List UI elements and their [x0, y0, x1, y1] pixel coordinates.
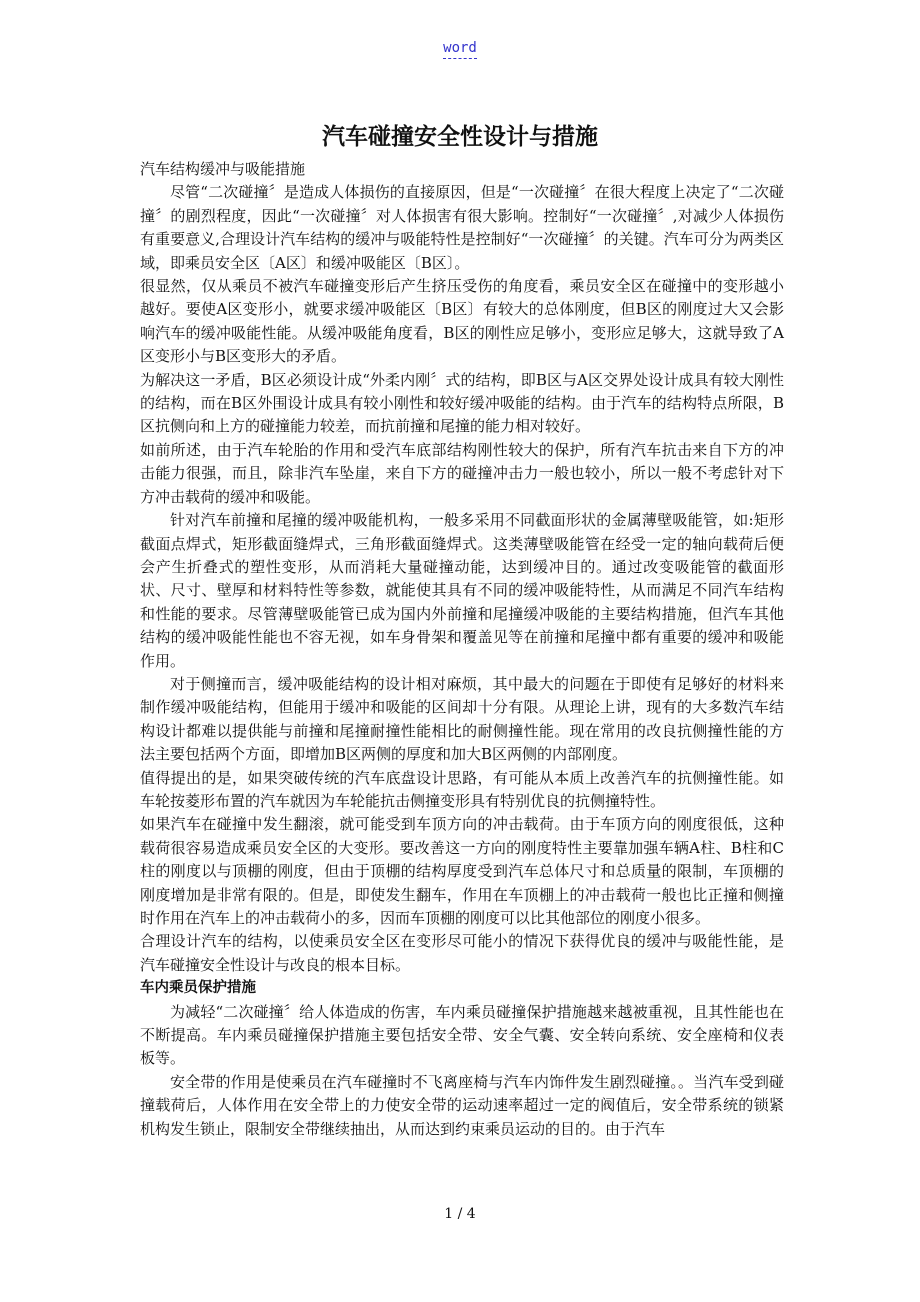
- page-number: 1 / 4: [444, 1206, 476, 1222]
- section-subtitle: 汽车结构缓冲与吸能措施: [140, 160, 306, 178]
- header-word-text[interactable]: word: [443, 40, 477, 59]
- body-paragraph: 对于侧撞而言，缓冲吸能结构的设计相对麻烦，其中最大的问题在于即使有足够好的材料来制作缓冲吸能结构，但能用于缓冲和吸能的区间却十分有限。从理论上讲，现有的大多数汽车结构设计都难以提供能与前撞和尾撞耐撞性能相比的耐侧撞性能。现在常用的改良抗侧撞性能的方法主要包括两个方面，即增加B区两侧的厚度和加大B区两侧的内部刚度。: [140, 674, 784, 764]
- body-paragraph: 如前所述，由于汽车轮胎的作用和受汽车底部结构刚性较大的保护，所有汽车抗击来自下方的冲击能力很强，而且，除非汽车坠崖，来自下方的碰撞冲击力一般也较小，所以一般不考虑针对下方冲击载荷的缓冲和吸能。: [140, 440, 784, 506]
- document-body: [140, 158, 784, 1141]
- header-word-link[interactable]: [0, 40, 920, 56]
- document-title: 汽车碰撞安全性设计与措施: [322, 124, 598, 150]
- body-paragraph: 尽管“二次碰撞〞是造成人体损伤的直接原因，但是“一次碰撞〞在很大程度上决定了“二次碰撞〞的剧烈程度，因此“一次碰撞〞对人体损害有很大影响。控制好“一次碰撞〞,对减少人体损伤有重要意义,合理设计汽车结构的缓冲与吸能特性是控制好“一次碰撞〞的关键。汽车可分为两类区域，即乘员安全区〔A区〕和缓冲吸能区〔B区〕。: [140, 183, 784, 272]
- body-paragraph: 很显然，仅从乘员不被汽车碰撞变形后产生挤压受伤的角度看，乘员安全区在碰撞中的变形越小越好。要使A区变形小，就要求缓冲吸能区〔B区〕有较大的总体刚度，但B区的刚度过大又会影响汽车的缓冲吸能性能。从缓冲吸能角度看，B区的刚性应足够小，变形应足够大，这就导致了A区变形小与B区变形大的矛盾。: [140, 277, 784, 366]
- body-paragraph: 值得提出的是，如果突破传统的汽车底盘设计思路，有可能从本质上改善汽车的抗侧撞性能。如车轮按菱形布置的汽车就因为车轮能抗击侧撞变形具有特别优良的抗侧撞特性。: [140, 768, 784, 810]
- body-paragraph: 安全带的作用是使乘员在汽车碰撞时不飞离座椅与汽车内饰件发生剧烈碰撞。。当汽车受到碰撞载荷后，人体作用在安全带上的力使安全带的运动速率超过一定的阀值后，安全带系统的锁紧机构发生锁止，限制安全带继续抽出，从而达到约束乘员运动的目的。由于汽车: [140, 1072, 784, 1138]
- body-paragraph: 为减轻“二次碰撞〞给人体造成的伤害，车内乘员碰撞保护措施越来越被重视，且其性能也在不断提高。车内乘员碰撞保护措施主要包括安全带、安全气囊、安全转向系统、安全座椅和仪表板等。: [140, 1002, 784, 1068]
- body-paragraph: 针对汽车前撞和尾撞的缓冲吸能机构，一般多采用不同截面形状的金属薄壁吸能管，如:矩形截面点焊式，矩形截面缝焊式，三角形截面缝焊式。这类薄壁吸能管在经受一定的轴向载荷后便会产生折叠式的塑性变形，从而消耗大量碰撞动能，达到缓冲目的。通过改变吸能管的截面形状、尺寸、壁厚和材料特性等参数，就能使其具有不同的缓冲吸能特性，从而满足不同汽车结构和性能的要求。尽管薄壁吸能管已成为国内外前撞和尾撞缓冲吸能的主要结构措施，但汽车其他结构的缓冲吸能性能也不容无视，如车身骨架和覆盖见等在前撞和尾撞中都有重要的缓冲和吸能作用。: [140, 511, 784, 670]
- body-paragraph: 如果汽车在碰撞中发生翻滚，就可能受到车顶方向的冲击载荷。由于车顶方向的刚度很低，这种载荷很容易造成乘员安全区的大变形。要改善这一方向的刚度特性主要靠加强车辆A柱、B柱和C柱的刚度以与顶棚的刚度，但由于顶棚的结构厚度受到汽车总体尺寸和总质量的限制，车顶棚的刚度增加是非常有限的。但是，即使发生翻车，作用在车顶棚上的冲击载荷一般也比正撞和侧撞时作用在汽车上的冲击载荷小的多，因而车顶棚的刚度可以比其他部位的刚度小很多。: [140, 815, 784, 927]
- body-paragraph: 为解决这一矛盾，B区必须设计成“外柔内刚〞式的结构，即B区与A区交界处设计成具有较大刚性的结构，而在B区外围设计成具有较小刚性和较好缓冲吸能的结构。由于汽车的结构特点所限，B区抗侧向和上方的碰撞能力较差，而抗前撞和尾撞的能力相对较好。: [140, 370, 784, 436]
- body-paragraph: 合理设计汽车的结构，以使乘员安全区在变形尽可能小的情况下获得优良的缓冲与吸能性能，是汽车碰撞安全性设计与改良的根本目标。: [140, 932, 784, 974]
- section-heading: 车内乘员保护措施: [140, 980, 256, 997]
